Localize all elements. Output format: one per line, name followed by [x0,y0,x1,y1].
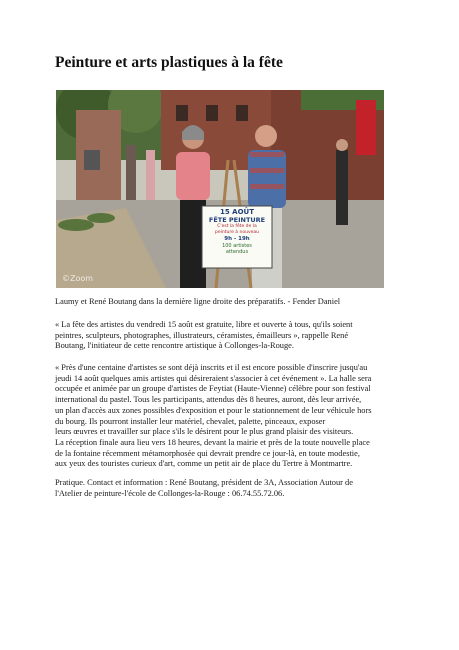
article-photo [56,90,384,288]
sign-line: 15 AOÛT [219,208,254,216]
text-line: l'Atelier de peinture-l'école de Collonges-la-Rouge : 06.74.55.72.06. [55,488,285,498]
text-line: « La fête des artistes du vendredi 15 août est gratuite, libre et ouverte à tous, qu'ils soient [55,320,353,329]
event-sign [202,206,272,268]
text-line: Boutang, l'initiateur de cette rencontre artistique à Collonges-la-Rouge. [55,341,294,351]
photo-watermark: ©Zoom [62,274,94,283]
text-line: La réception finale aura lieu vers 18 heures, devant la mairie et près de la toute nouvelle place [55,437,370,447]
text-line: un plan d'accès aux zones possibles d'exposition et pour le stationnement de leur véhicule hors [55,405,372,415]
text-line: Pratique. Contact et information : René Boutang, président de 3A, Association Autour de [55,478,353,487]
sign-line: 100 artistes [222,243,252,249]
text-line: jeudi 14 août quelques amis artistes qui désireraient s'associer à cet événement ». La halle sera [55,373,372,383]
text-line: occupée et animée par un groupe d'artistes de Feytiat (Haute-Vienne) célèbre pour son festival [55,384,371,394]
sign-line: FÊTE PEINTURE [208,216,266,224]
text-line: de la fontaine récemment métamorphosée qui devrait prendre ce jour-là, en toute modestie, [55,448,360,458]
text-line: « Près d'une centaine d'artistes se sont déjà inscrits et il est encore possible d'inscrire jusqu'au [55,363,368,372]
text-line: peintres, sculpteurs, photographes, illustrateurs, céramistes, émailleurs », rappelle René [55,330,349,340]
text-line: aux yeux des touristes curieux d'art, comme un petit air de place du Tertre à Montmartre. [55,459,353,469]
text-line: du bourg. Ils pourront installer leur matériel, chevalet, palette, pinceaux, exposer [55,416,326,426]
text-line: leurs œuvres et travailler sur place s'ils le désirent pour le plus grand plaisir des visiteurs. [55,427,354,437]
paragraph [55,363,407,470]
text-line: international du pastel. Tous les participants, attendus dès 8 heures, auront, dès leur arrivée, [55,395,362,405]
photo-caption: Laumy et René Boutang dans la dernière ligne droite des préparatifs. - Fender Daniel [55,297,341,306]
paragraph [55,320,407,352]
sign-line: 9h - 19h [224,236,250,242]
sign-line: C'est la fête de la [217,224,257,229]
sign-line: attendus [225,249,249,255]
sign-line: peinture à nouveau [215,230,259,235]
article-title: Peinture et arts plastiques à la fête [55,54,283,71]
paragraph [55,478,407,499]
